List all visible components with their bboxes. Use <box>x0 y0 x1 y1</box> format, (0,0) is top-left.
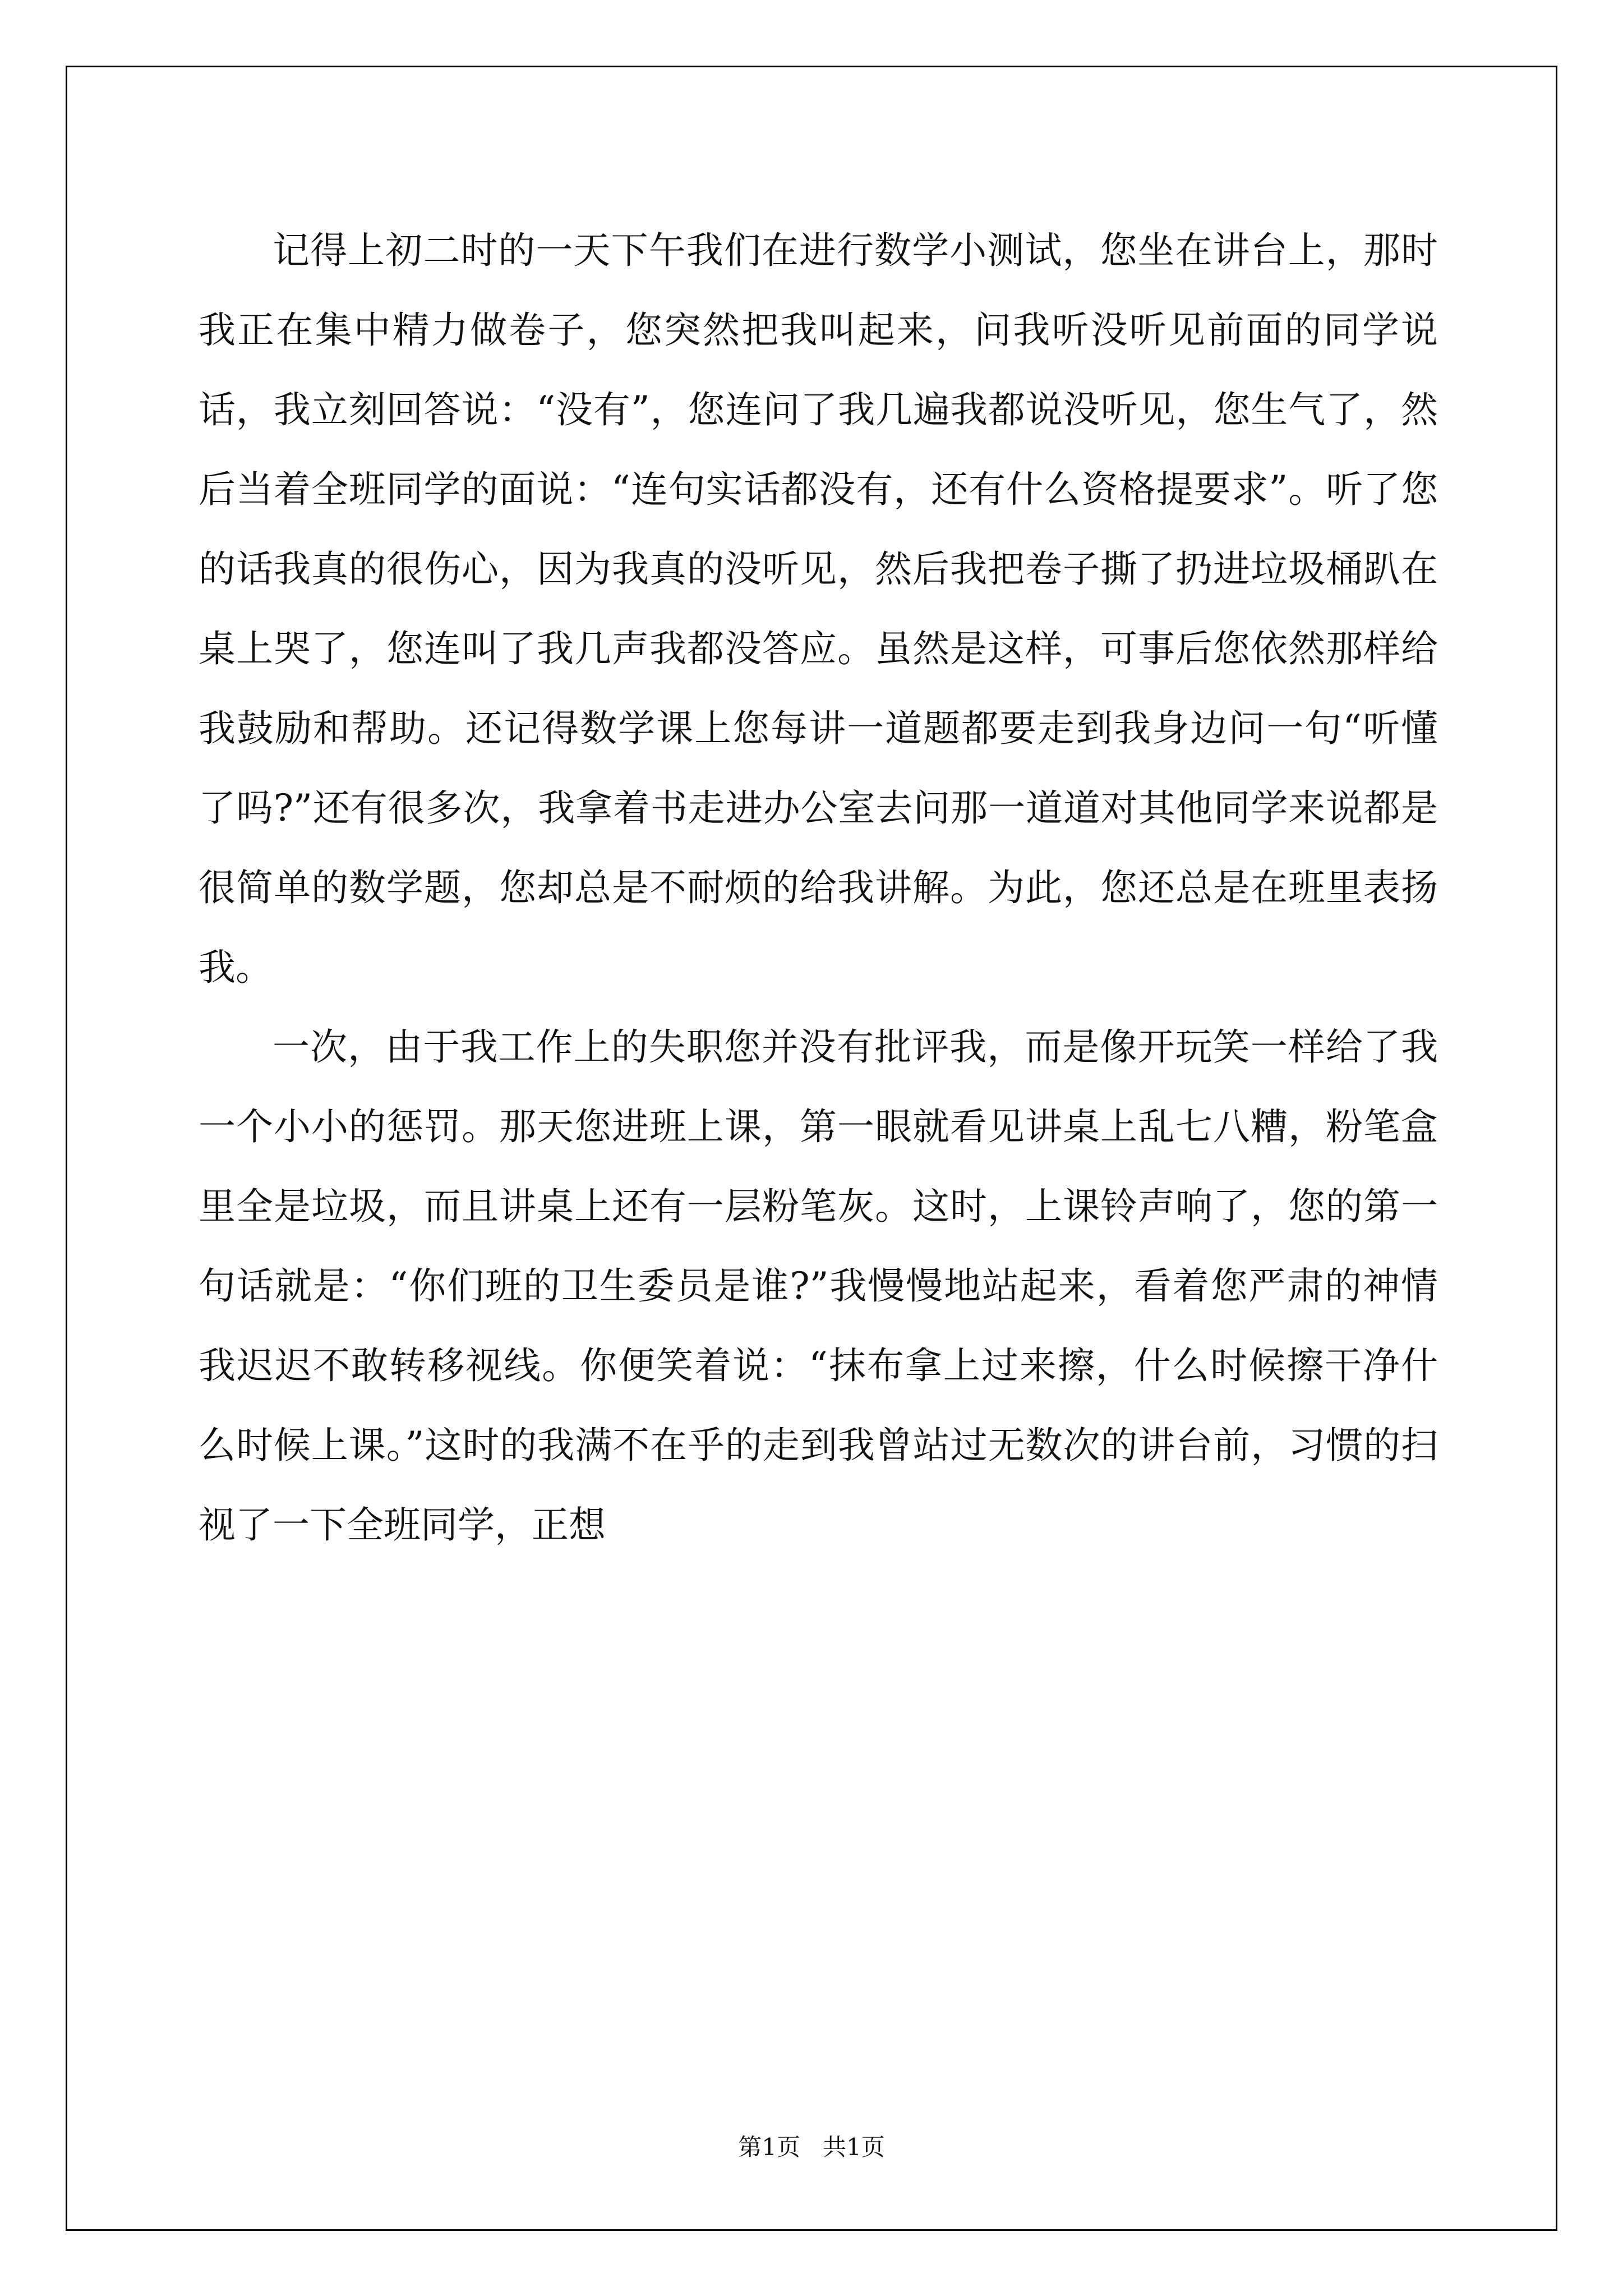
page-footer: 第1页 共1页 <box>738 2133 885 2161</box>
document-body <box>199 211 1438 1565</box>
paragraph-1: 记得上初二时的一天下午我们在进行数学小测试，您坐在讲台上，那时我正在集中精力做卷子，您突然把我叫起来，问我听没听见前面的同学说话，我立刻回答说：“没有”，您连问了我几遍我都说没听见，您生气了，然后当着全班同学的面说：“连句实话都没有，还有什么资格提要求”。听了您的话我真的很伤心，因为我真的没听见，然后我把卷子撕了扔进垃圾桶趴在桌上哭了，您连叫了我几声我都没答应。虽然是这样，可事后您依然那样给我鼓励和帮助。还记得数学课上您每讲一道题都要走到我身边问一句“听懂了吗?”还有很多次，我拿着书走进办公室去问那一道道对其他同学来说都是很简单的数学题，您却总是不耐烦的给我讲解。为此，您还总是在班里表扬我。 <box>199 229 1438 989</box>
paragraph-2: 一次，由于我工作上的失职您并没有批评我，而是像开玩笑一样给了我一个小小的惩罚。那天您进班上课，第一眼就看见讲桌上乱七八糟，粉笔盒里全是垃圾，而且讲桌上还有一层粉笔灰。这时，上课铃声响了，您的第一句话就是：“你们班的卫生委员是谁?”我慢慢地站起来，看着您严肃的神情我迟迟不敢转移视线。你便笑着说：“抹布拿上过来擦，什么时候擦干净什么时候上课。”这时的我满不在乎的走到我曾站过无数次的讲台前，习惯的扫视了一下全班同学，正想 <box>199 1025 1438 1547</box>
